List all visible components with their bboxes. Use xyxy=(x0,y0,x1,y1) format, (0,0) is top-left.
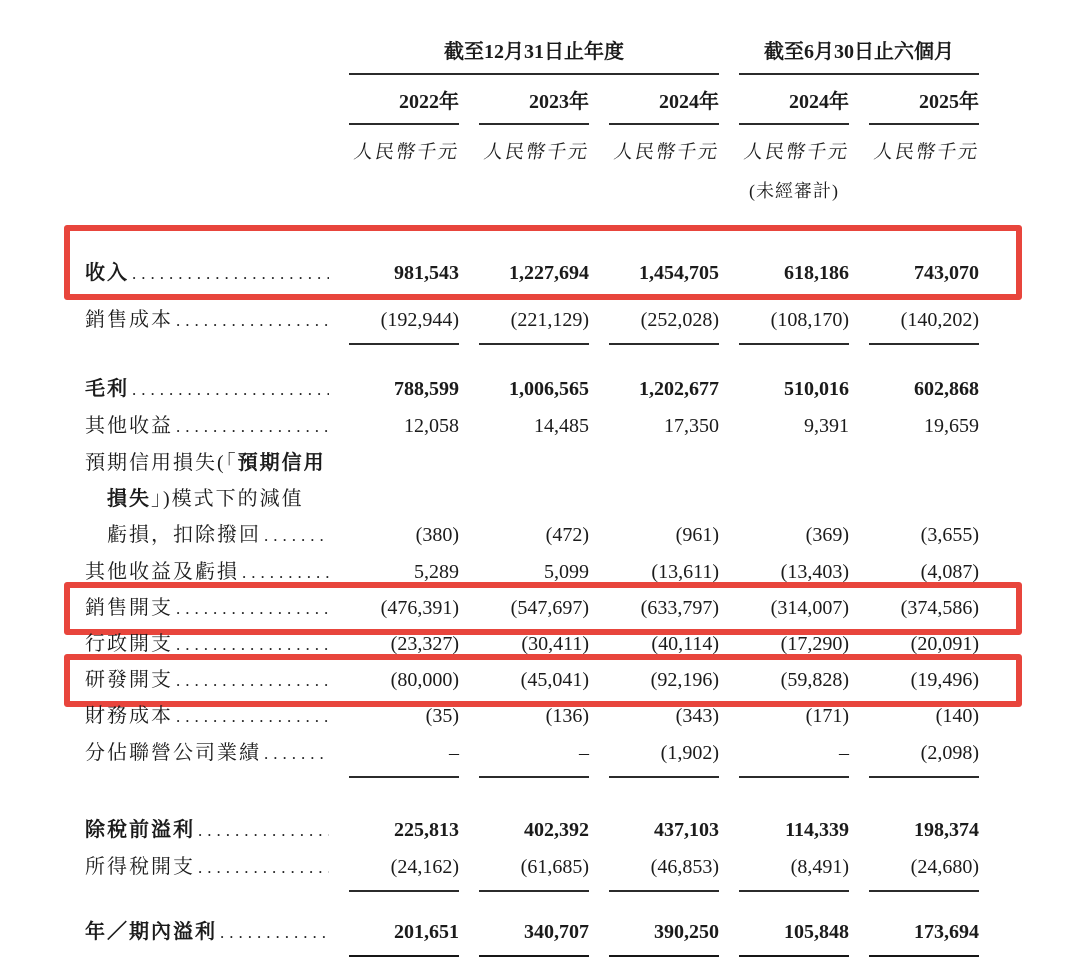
value-cell: 402,392 xyxy=(524,819,589,841)
row-label: 研發開支 ..... xyxy=(85,662,329,699)
table-row-revenue xyxy=(85,255,979,292)
row-label: 其他收益 ..... xyxy=(85,408,329,445)
table-row-finance-costs xyxy=(85,698,979,735)
value-cell: (136) xyxy=(545,705,589,727)
row-label: 分佔聯營公司業績 ..... xyxy=(85,735,329,772)
value-cell: 1,454,705 xyxy=(639,262,719,284)
value-cell: (369) xyxy=(805,524,849,546)
value-cell: (45,041) xyxy=(520,669,589,691)
value-cell: 19,659 xyxy=(924,415,979,437)
dot-leader xyxy=(242,555,329,591)
value-cell: (547,697) xyxy=(510,597,589,619)
value-cell: (19,496) xyxy=(910,669,979,691)
section-spacer xyxy=(85,778,979,812)
table-row-ecl-values xyxy=(85,517,979,554)
unit-label: 人民幣千元 xyxy=(872,142,981,163)
dot-leader xyxy=(176,303,329,339)
row-label: 毛利 ..... xyxy=(85,371,329,408)
table-row-share-of-associates xyxy=(85,735,979,778)
value-cell: (140,202) xyxy=(869,302,979,345)
row-label: 銷售成本 ..... xyxy=(85,302,329,339)
unit-label: 人民幣千元 xyxy=(612,142,721,163)
table-row-profit-for-period xyxy=(85,914,979,957)
value-cell: 340,707 xyxy=(479,914,589,957)
value-cell: (108,170) xyxy=(739,302,849,345)
value-cell: 12,058 xyxy=(404,415,459,437)
value-cell: 198,374 xyxy=(914,819,979,841)
header-year-2024: 2024年 xyxy=(609,84,719,125)
value-cell: (13,611) xyxy=(651,561,719,583)
value-cell: (59,828) xyxy=(780,669,849,691)
value-cell: (221,129) xyxy=(479,302,589,345)
value-cell: 1,227,694 xyxy=(509,262,589,284)
value-cell: (252,028) xyxy=(609,302,719,345)
value-cell: 1,006,565 xyxy=(509,378,589,400)
header-year-2024-interim: 2024年 xyxy=(739,84,849,125)
value-cell: (633,797) xyxy=(640,597,719,619)
unit-label: 人民幣千元 xyxy=(742,142,851,163)
value-cell: (171) xyxy=(805,705,849,727)
dot-leader xyxy=(176,627,329,663)
section-spacer xyxy=(85,892,979,914)
table-row-admin-expenses xyxy=(85,626,979,663)
header-year-2025-interim: 2025年 xyxy=(869,84,979,125)
value-cell: 510,016 xyxy=(784,378,849,400)
value-cell: 743,070 xyxy=(914,262,979,284)
row-label: 銷售開支 ..... xyxy=(85,590,329,627)
value-cell: (3,655) xyxy=(920,524,979,546)
header-year-row xyxy=(85,84,979,125)
value-cell: (1,902) xyxy=(609,735,719,778)
table-row-cost-of-sales xyxy=(85,302,979,345)
table-row-profit-before-tax xyxy=(85,812,979,849)
table-row-other-income xyxy=(85,408,979,445)
row-label: 年／期內溢利 ..... xyxy=(85,914,329,951)
value-cell: 9,391 xyxy=(804,415,849,437)
header-group-row xyxy=(85,34,979,75)
value-cell: (140) xyxy=(935,705,979,727)
dot-leader xyxy=(176,699,329,735)
unit-row xyxy=(85,135,979,171)
header-group-interim: 截至6月30日止六個月 xyxy=(739,34,979,75)
dot-leader xyxy=(176,591,329,627)
value-cell: 201,651 xyxy=(349,914,459,957)
dot-leader xyxy=(132,256,329,292)
value-cell: (80,000) xyxy=(390,669,459,691)
value-cell: (374,586) xyxy=(900,597,979,619)
table-row-gross-profit xyxy=(85,371,979,408)
value-cell: (961) xyxy=(675,524,719,546)
value-cell: 173,694 xyxy=(869,914,979,957)
table-row-ecl-line2 xyxy=(85,481,979,517)
row-label: 除稅前溢利 ..... xyxy=(85,812,329,849)
value-cell: 981,543 xyxy=(394,262,459,284)
value-cell: 437,103 xyxy=(654,819,719,841)
value-cell: (20,091) xyxy=(910,633,979,655)
value-cell: (30,411) xyxy=(521,633,589,655)
row-label: 虧損，扣除撥回 ..... xyxy=(85,517,329,554)
value-cell: 618,186 xyxy=(784,262,849,284)
value-cell: (2,098) xyxy=(869,735,979,778)
value-cell: (8,491) xyxy=(739,849,849,892)
value-cell: (24,162) xyxy=(349,849,459,892)
value-cell: 105,848 xyxy=(739,914,849,957)
row-label: 損失」)模式下的減值 xyxy=(107,488,304,510)
row-label: 預期信用損失(「預期信用 xyxy=(85,452,326,474)
value-cell: (192,944) xyxy=(349,302,459,345)
table-row-selling-expenses xyxy=(85,590,979,627)
unit-label: 人民幣千元 xyxy=(482,142,591,163)
value-cell: – xyxy=(479,735,589,778)
dot-leader xyxy=(264,736,329,772)
value-cell: (314,007) xyxy=(770,597,849,619)
dot-leader xyxy=(220,915,329,951)
unaudited-note: (未經審計) xyxy=(749,181,839,201)
value-cell: (61,685) xyxy=(479,849,589,892)
highlight-box-revenue xyxy=(64,225,1022,300)
row-label: 行政開支 ..... xyxy=(85,626,329,663)
section-spacer xyxy=(85,345,979,371)
value-cell: – xyxy=(349,735,459,778)
value-cell: (13,403) xyxy=(780,561,849,583)
row-label: 其他收益及虧損 ..... xyxy=(85,554,329,591)
table-row-rd-expenses xyxy=(85,662,979,699)
value-cell: (40,114) xyxy=(651,633,719,655)
value-cell: (380) xyxy=(415,524,459,546)
value-cell: 788,599 xyxy=(394,378,459,400)
row-label: 收入 ..... xyxy=(85,255,329,292)
header-year-2023: 2023年 xyxy=(479,84,589,125)
value-cell: 5,289 xyxy=(414,561,459,583)
value-cell: 114,339 xyxy=(785,819,849,841)
unit-label: 人民幣千元 xyxy=(352,142,461,163)
header-group-annual: 截至12月31日止年度 xyxy=(349,34,719,75)
value-cell: 17,350 xyxy=(664,415,719,437)
value-cell: (24,680) xyxy=(869,849,979,892)
table-row-ecl-line1 xyxy=(85,445,979,481)
value-cell: (17,290) xyxy=(780,633,849,655)
row-label: 所得稅開支 ..... xyxy=(85,849,329,886)
value-cell: (476,391) xyxy=(380,597,459,619)
dot-leader xyxy=(264,518,329,554)
value-cell: 1,202,677 xyxy=(639,378,719,400)
value-cell: – xyxy=(739,735,849,778)
dot-leader xyxy=(176,409,329,445)
value-cell: 602,868 xyxy=(914,378,979,400)
header-year-2022: 2022年 xyxy=(349,84,459,125)
dot-leader xyxy=(132,372,329,408)
dot-leader xyxy=(198,850,329,886)
value-cell: 14,485 xyxy=(534,415,589,437)
value-cell: 5,099 xyxy=(544,561,589,583)
value-cell: (46,853) xyxy=(609,849,719,892)
dot-leader xyxy=(198,813,329,849)
value-cell: 225,813 xyxy=(394,819,459,841)
value-cell: (472) xyxy=(545,524,589,546)
value-cell: (35) xyxy=(425,705,459,727)
row-label: 財務成本 ..... xyxy=(85,698,329,735)
table-row-other-gains-losses xyxy=(85,554,979,591)
table-row-income-tax xyxy=(85,849,979,892)
value-cell: 390,250 xyxy=(609,914,719,957)
value-cell: (92,196) xyxy=(650,669,719,691)
value-cell: (4,087) xyxy=(920,561,979,583)
dot-leader xyxy=(176,663,329,699)
unaudited-row xyxy=(85,173,979,209)
value-cell: (343) xyxy=(675,705,719,727)
income-statement-table xyxy=(85,34,979,957)
value-cell: (23,327) xyxy=(390,633,459,655)
